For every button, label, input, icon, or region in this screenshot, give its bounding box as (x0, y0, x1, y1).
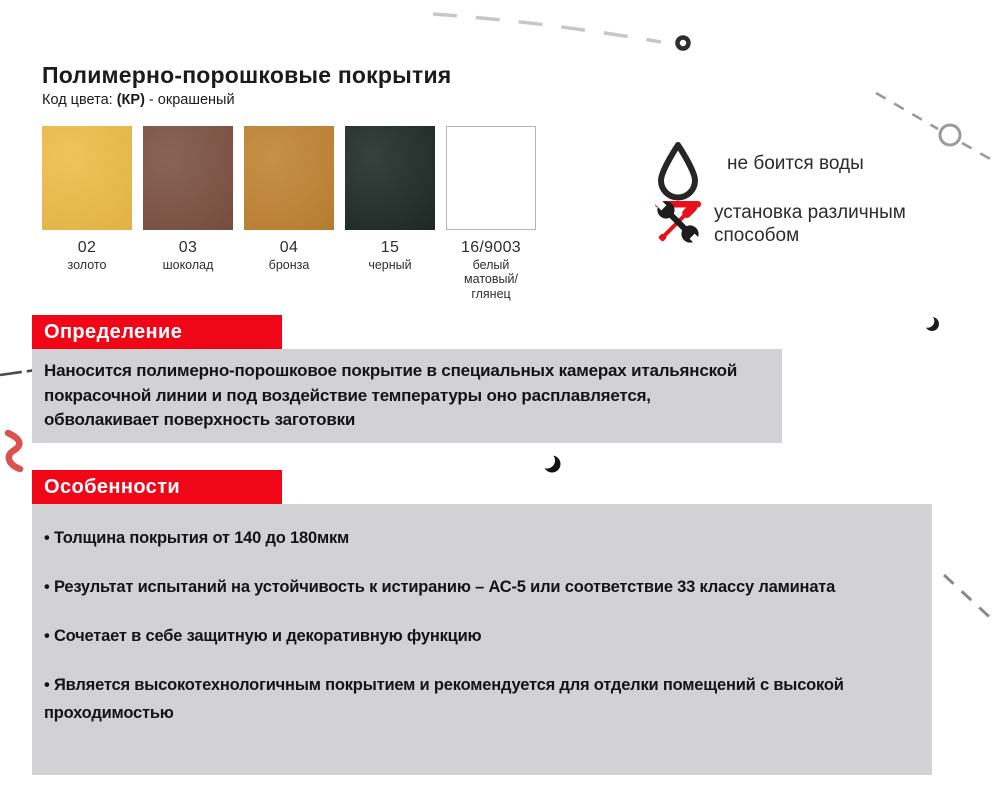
crescent-icon (540, 452, 562, 476)
features-panel (32, 504, 932, 775)
swatch-name: белый матовый/глянец (464, 258, 518, 301)
wrench-screwdriver-icon (650, 194, 706, 250)
subtitle-code: (КР) (116, 92, 145, 108)
swatch-name: шоколад (162, 258, 214, 272)
swatch-code: 04 (279, 239, 299, 256)
swatch-code: 15 (380, 239, 400, 256)
wrench-icon (651, 195, 706, 250)
swatch-bronze (244, 126, 334, 301)
definition-text-panel: Наносится полимерно-порошковое покрытие в специальных камерах итальянской покрасочной линии и под воздействие температуры оно расплавляется, обволакивает поверхность заготовки (32, 349, 782, 443)
swatch-color-black (345, 126, 435, 230)
definition-section-header: Определение (32, 315, 282, 349)
donut-dot-icon (678, 38, 689, 49)
dashed-arc-top-decoration (425, 4, 697, 54)
swatch-code: 03 (178, 239, 198, 256)
color-code-subtitle (42, 92, 235, 108)
page-title: Полимерно-порошковые покрытия (42, 62, 452, 88)
ring-icon (940, 125, 960, 145)
swatch-code: 16/9003 (461, 239, 521, 256)
swatch-black (345, 126, 435, 301)
swatch-name: золото (67, 258, 107, 272)
feature-item: • Результат испытаний на устойчивость к истиранию – АС-5 или соответствие 33 классу ламината (44, 573, 902, 601)
swatch-name: бронза (268, 258, 310, 272)
benefit-label-water: не боится воды (727, 153, 864, 174)
feature-item: • Является высокотехнологичным покрытием и рекомендуется для отделки помещений с высокой проходимостью (44, 671, 902, 727)
subtitle-suffix: - окрашеный (144, 92, 235, 108)
swatch-color-bronze (244, 126, 334, 230)
red-squiggle-decoration (2, 428, 30, 474)
swatch-color-gold (42, 126, 132, 230)
swatch-name: черный (368, 258, 412, 272)
benefit-label-installation: установка различным способом (714, 202, 906, 247)
feature-item: • Толщина покрытия от 140 до 180мкм (44, 524, 902, 552)
dashed-line-ring-decoration (868, 85, 998, 170)
feature-item: • Сочетает в себе защитную и декоративную функцию (44, 622, 902, 650)
swatch-white (446, 126, 536, 301)
swatch-gold (42, 126, 132, 301)
swatch-chocolate (143, 126, 233, 301)
features-list (44, 524, 902, 727)
swatch-color-white (446, 126, 536, 230)
crescent-icon (922, 314, 940, 334)
swatch-code: 02 (77, 239, 97, 256)
dashed-line-right-decoration (938, 565, 1000, 631)
color-swatch-row (42, 126, 536, 301)
swatch-color-chocolate (143, 126, 233, 230)
features-section-header: Особенности (32, 470, 282, 504)
subtitle-prefix: Код цвета: (42, 92, 117, 108)
